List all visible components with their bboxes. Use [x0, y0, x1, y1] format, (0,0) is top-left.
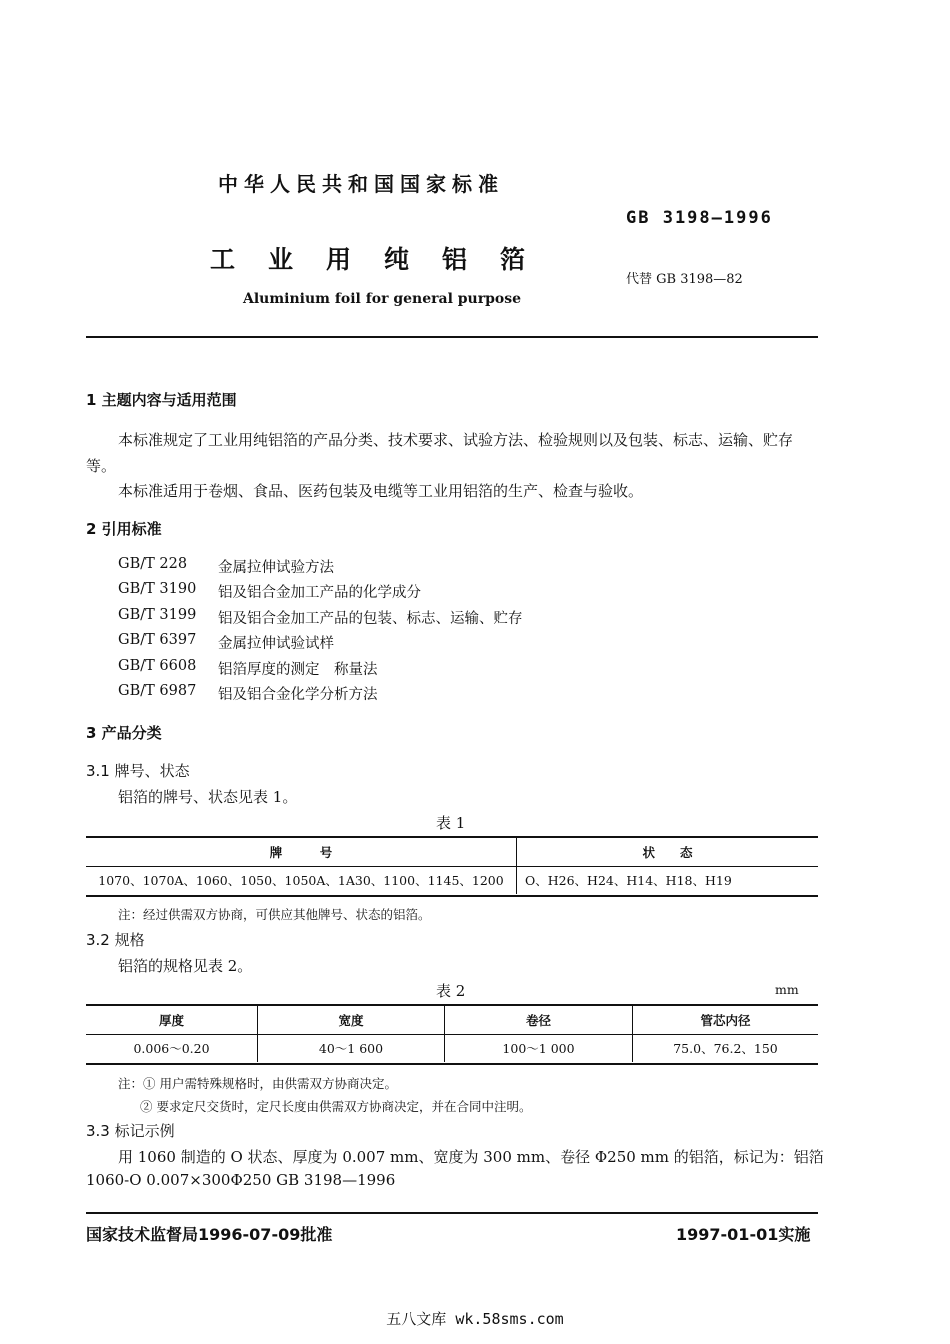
issuing-org: 中华人民共和国国家标准	[218, 172, 504, 196]
table-2	[86, 1006, 818, 1062]
reference-title: 铝箔厚度的测定 称量法	[218, 662, 378, 678]
table-2-header-width: 宽度	[258, 1006, 445, 1034]
section-1-paragraph-1: 本标准规定了工业用纯铝箔的产品分类、技术要求、试验方法、检验规则以及包装、标志、运输、贮存	[118, 431, 794, 449]
table-2-header-thickness: 厚度	[158, 1012, 184, 1028]
table-1-note: 注：经过供需双方协商，可供应其他牌号、状态的铝箔。	[118, 907, 431, 922]
reference-code: GB/T 6608	[118, 658, 197, 674]
standard-number: GB 3198—1996	[626, 208, 773, 228]
reference-title: 铝及铝合金化学分析方法	[218, 687, 378, 703]
table-1-bottom-rule	[86, 895, 818, 897]
replaces-standard: 代替 GB 3198—82	[626, 272, 743, 287]
section-3-3-title: 3.3 标记示例	[86, 1122, 175, 1140]
table-2-cell-width: 40～1 600	[258, 1034, 445, 1062]
reference-code: GB/T 3190	[118, 581, 197, 597]
watermark-text: 五八文库 wk.58sms.com	[386, 1310, 564, 1328]
reference-title: 铝及铝合金加工产品的化学成分	[218, 585, 421, 601]
table-1-caption: 表 1	[436, 814, 466, 832]
table-1-header-grade: 牌 号	[269, 844, 333, 860]
reference-code: GB/T 6397	[118, 632, 197, 648]
footer-divider	[86, 1212, 818, 1214]
reference-code: GB/T 228	[118, 556, 188, 572]
table-2-cell-core-dia: 75.0、76.2、150	[633, 1034, 819, 1062]
table-row	[86, 866, 818, 894]
section-3-3-line-2: 1060-O 0.007×300Φ250 GB 3198—1996	[86, 1171, 396, 1189]
table-row	[86, 1034, 818, 1062]
section-3-1-text: 铝箔的牌号、状态见表 1。	[118, 788, 298, 806]
table-1-cell-grades: 1070、1070A、1060、1050、1050A、1A30、1100、1145、1200	[98, 873, 504, 889]
approval-date: 国家技术监督局1996-07-09批准	[86, 1225, 333, 1244]
implementation-date: 1997-01-01实施	[676, 1225, 811, 1244]
section-1-title: 1 主题内容与适用范围	[86, 391, 237, 409]
section-3-2-title: 3.2 规格	[86, 931, 145, 949]
section-3-title: 3 产品分类	[86, 724, 162, 742]
table-1-cell-tempers: O、H26、H24、H14、H18、H19	[517, 866, 819, 894]
reference-code: GB/T 3199	[118, 607, 197, 623]
table-2-cell-thickness: 0.006～0.20	[133, 1041, 210, 1057]
table-2-note-1: 注：① 用户需特殊规格时，由供需双方协商决定。	[118, 1076, 397, 1091]
reference-code: GB/T 6987	[118, 683, 197, 699]
section-1-paragraph-2: 本标准适用于卷烟、食品、医药包装及电缆等工业用铝箔的生产、检查与验收。	[118, 482, 644, 500]
table-2-note-2: ② 要求定尺交货时，定尺长度由供需双方协商决定，并在合同中注明。	[140, 1099, 532, 1114]
section-1-paragraph-1-cont: 等。	[86, 457, 117, 475]
table-1	[86, 838, 818, 894]
table-2-cell-coil-dia: 100～1 000	[445, 1034, 633, 1062]
section-2-title: 2 引用标准	[86, 520, 162, 538]
section-3-2-text: 铝箔的规格见表 2。	[118, 957, 253, 975]
reference-title: 金属拉伸试验方法	[218, 560, 334, 576]
table-2-unit: mm	[775, 982, 799, 997]
title-chinese: 工业用纯铝箔	[210, 245, 559, 274]
table-2-caption: 表 2	[436, 982, 466, 1000]
reference-title: 金属拉伸试验试样	[218, 636, 334, 652]
section-3-3-line-1: 用 1060 制造的 O 状态、厚度为 0.007 mm、宽度为 300 mm、卷径 Φ250 mm 的铝箔，标记为：铝箔	[118, 1148, 824, 1166]
title-english: Aluminium foil for general purpose	[243, 291, 522, 307]
header-divider	[86, 336, 818, 338]
table-1-header-temper: 状 态	[517, 838, 819, 866]
table-2-header-coil-dia: 卷径	[445, 1006, 633, 1034]
table-2-bottom-rule	[86, 1063, 818, 1065]
section-3-1-title: 3.1 牌号、状态	[86, 762, 190, 780]
reference-title: 铝及铝合金加工产品的包装、标志、运输、贮存	[218, 611, 523, 627]
table-2-header-core-dia: 管芯内径	[633, 1006, 819, 1034]
